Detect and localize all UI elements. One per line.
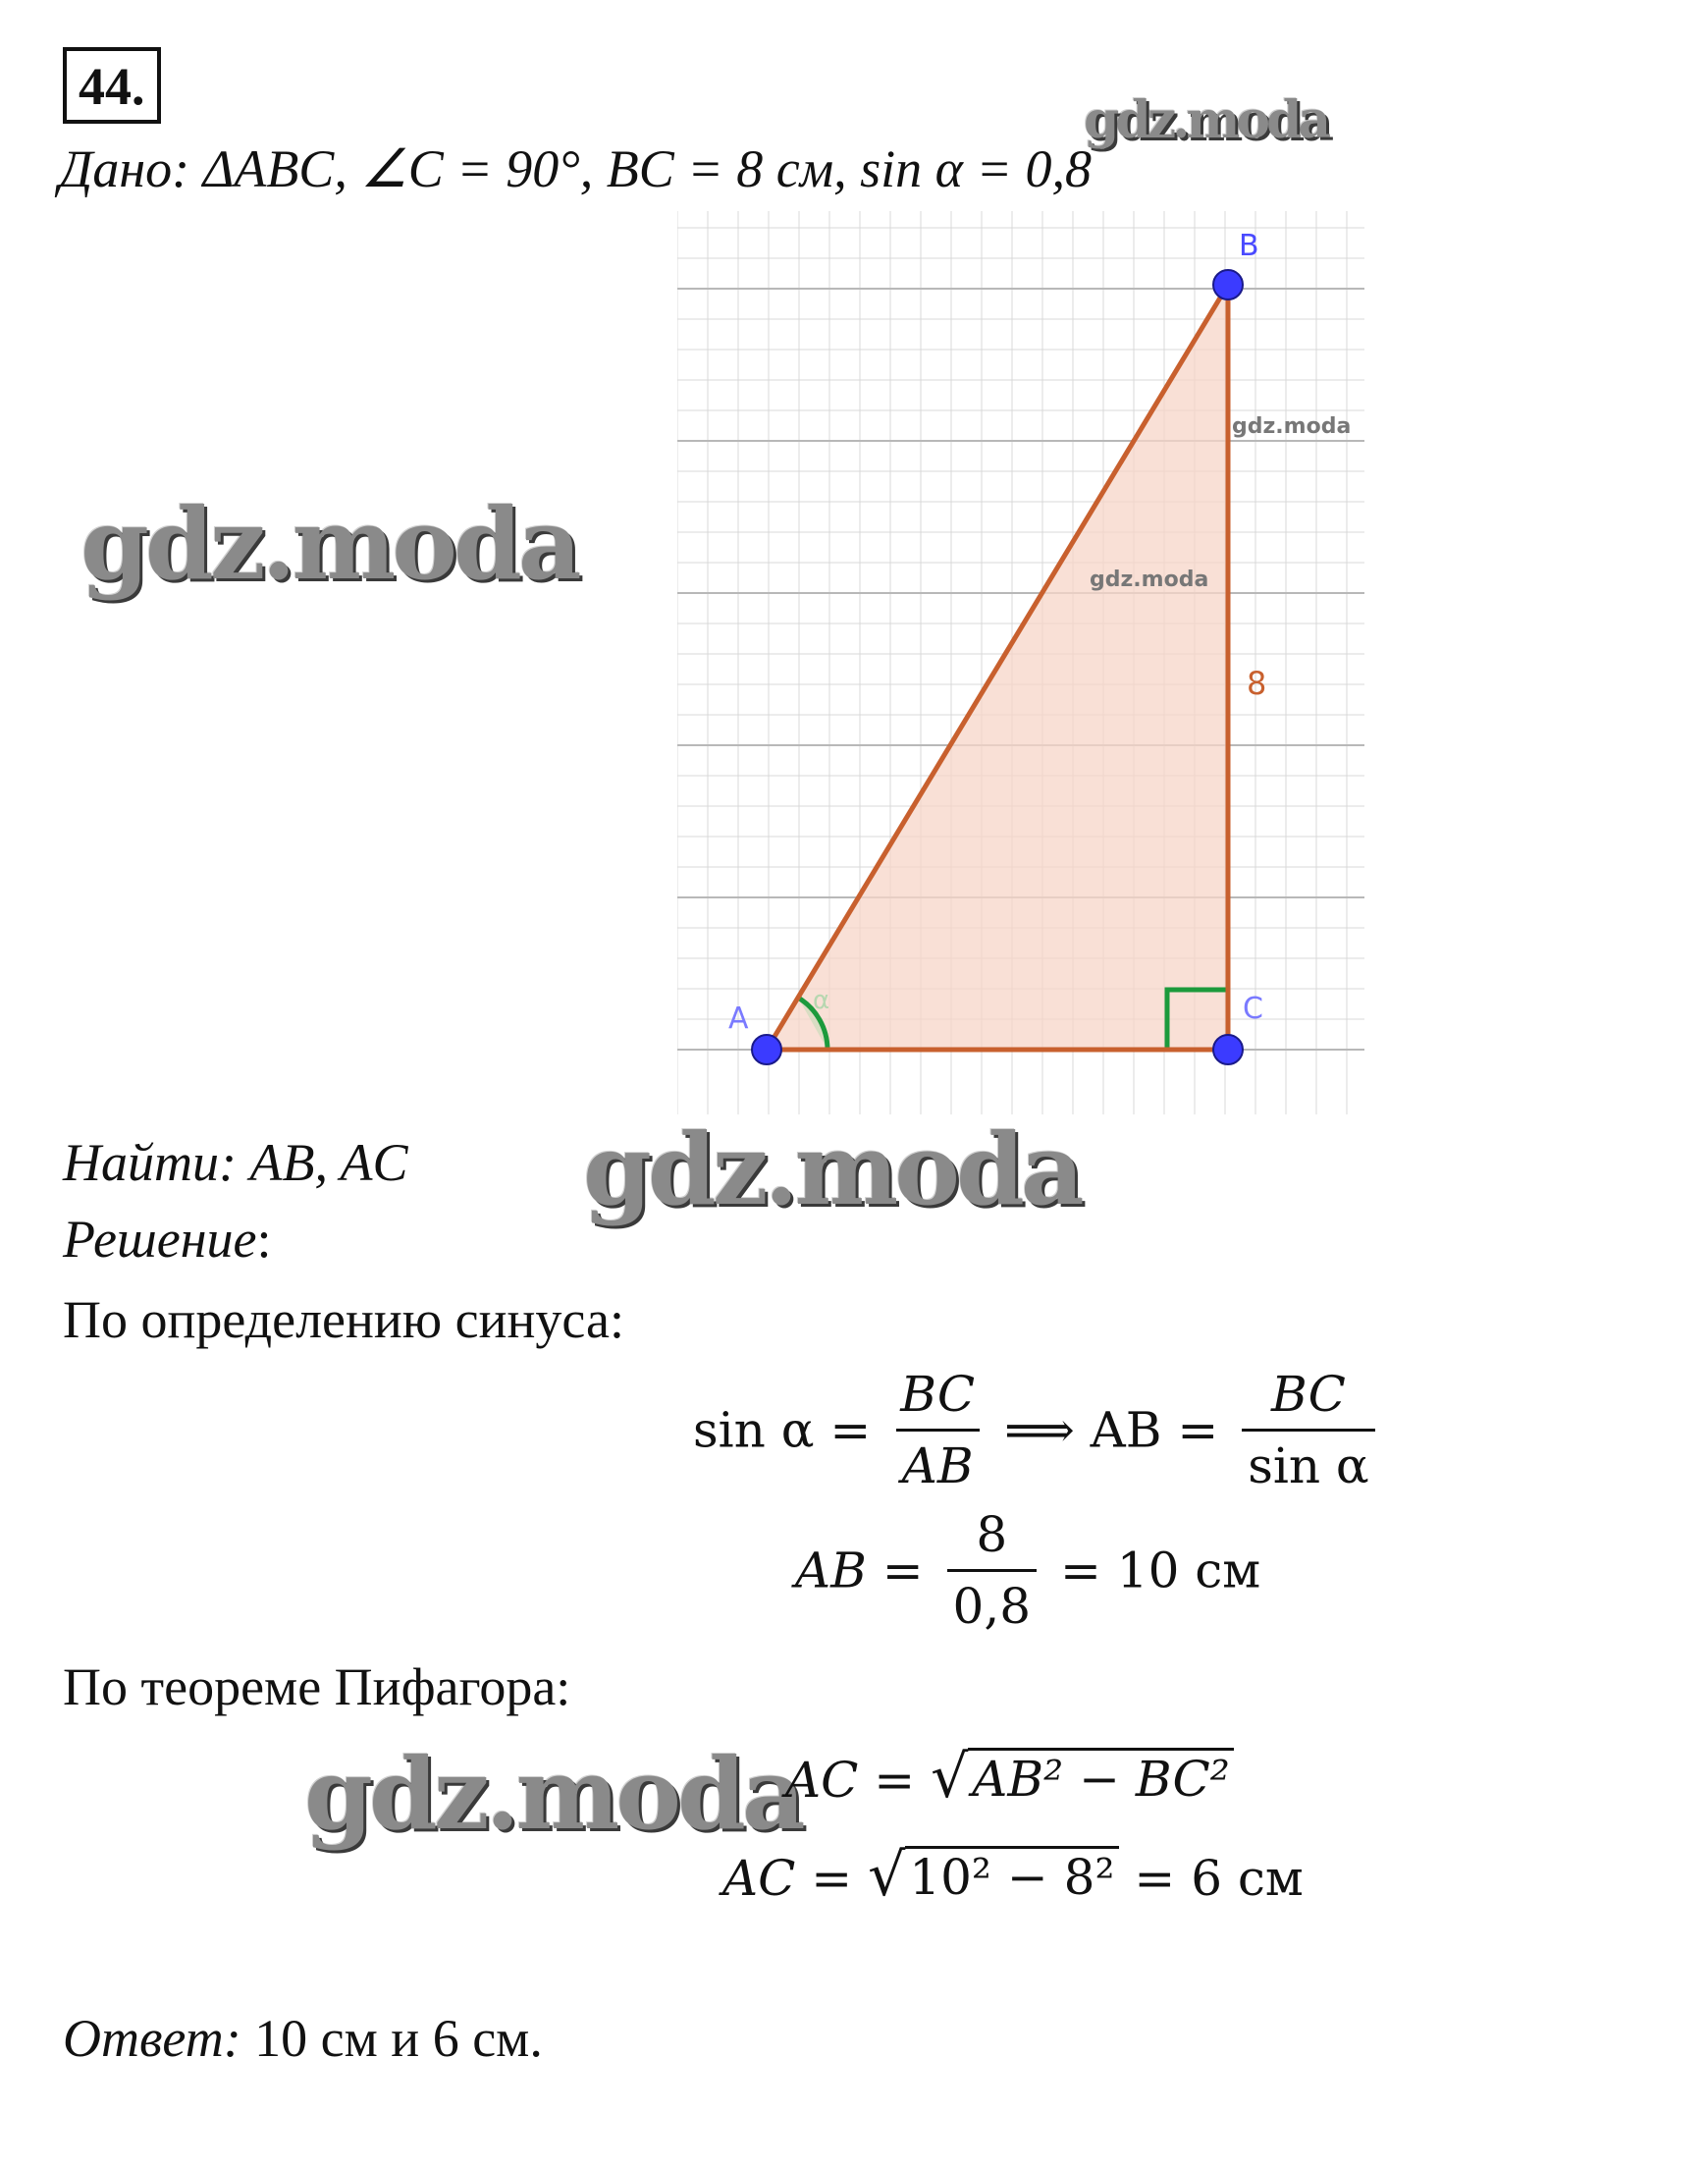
- sqrt-ab-bc: [931, 1743, 1234, 1812]
- solution-colon: :: [256, 1210, 272, 1269]
- answer-text: 10 см и 6 см.: [240, 2009, 543, 2068]
- label-side-bc: 8: [1247, 665, 1267, 702]
- sqrt-10-8: [868, 1841, 1118, 1910]
- sqrt-sign: √: [931, 1743, 969, 1812]
- formula-ac2-lhs: AC =: [722, 1850, 853, 1907]
- formula-sin-definition: [693, 1360, 1383, 1500]
- formula-implies: ⟹ AB =: [1004, 1401, 1219, 1459]
- answer-line: [63, 2007, 543, 2070]
- watermark-top: gdz.moda: [1084, 90, 1328, 150]
- fraction-bc-sin-num: BC: [1270, 1366, 1346, 1423]
- fraction-bc-ab-num: BC: [900, 1366, 976, 1423]
- watermark-left: gdz.moda: [80, 486, 578, 602]
- find-label: Найти: [63, 1133, 219, 1192]
- point-b: [1213, 270, 1243, 299]
- answer-label: Ответ:: [63, 2009, 241, 2068]
- label-a: A: [728, 1002, 749, 1036]
- fraction-8-08-den: 0,8: [947, 1569, 1038, 1641]
- sqrt-10-8-under: 10² − 8²: [905, 1846, 1118, 1906]
- sqrt-sign-2: √: [868, 1841, 906, 1910]
- fraction-bc-sin-den: sin α: [1242, 1429, 1375, 1500]
- fraction-bc-sin: [1242, 1360, 1375, 1500]
- solution-label: Решение: [63, 1210, 257, 1269]
- figure-watermark-1: gdz.moda: [1232, 414, 1352, 439]
- formula-ac1-lhs: AC =: [785, 1752, 916, 1809]
- given-label: Дано: [59, 139, 173, 198]
- given-line: [59, 137, 1092, 200]
- fraction-8-08-num: 8: [976, 1506, 1008, 1563]
- figure-watermark-2: gdz.moda: [1090, 568, 1209, 592]
- label-b: B: [1239, 229, 1259, 263]
- formula-ab-lhs: AB =: [795, 1542, 924, 1599]
- find-text: : AB, AC: [219, 1133, 408, 1192]
- formula-ab-rhs: = 10 см: [1059, 1542, 1261, 1599]
- step2-text: По теореме Пифагора:: [63, 1657, 571, 1716]
- point-a: [752, 1035, 781, 1064]
- sqrt-ab-bc-under: AB² − BC²: [968, 1748, 1234, 1808]
- point-c: [1213, 1035, 1243, 1064]
- formula-sin-lhs: sin α =: [693, 1401, 872, 1459]
- fraction-8-08: [947, 1500, 1038, 1641]
- solution-line: [63, 1208, 272, 1271]
- given-text: : ΔABC, ∠C = 90°, BC = 8 см, sin α = 0,8: [172, 139, 1092, 198]
- label-c: C: [1243, 992, 1263, 1026]
- find-line: [63, 1131, 407, 1194]
- step1-text: По определению синуса:: [63, 1290, 625, 1349]
- formula-pythagoras: [785, 1743, 1234, 1812]
- formula-ac2-rhs: = 6 см: [1134, 1850, 1304, 1907]
- formula-ab-value: [795, 1500, 1260, 1641]
- problem-number: 44.: [63, 47, 161, 124]
- label-alpha: α: [813, 986, 830, 1015]
- fraction-bc-ab: [894, 1360, 981, 1500]
- triangle-figure: [677, 211, 1364, 1114]
- watermark-lower: gdz.moda: [304, 1736, 802, 1852]
- formula-ac-value: [722, 1841, 1304, 1910]
- fraction-bc-ab-den: AB: [896, 1429, 980, 1500]
- watermark-middle: gdz.moda: [583, 1111, 1081, 1227]
